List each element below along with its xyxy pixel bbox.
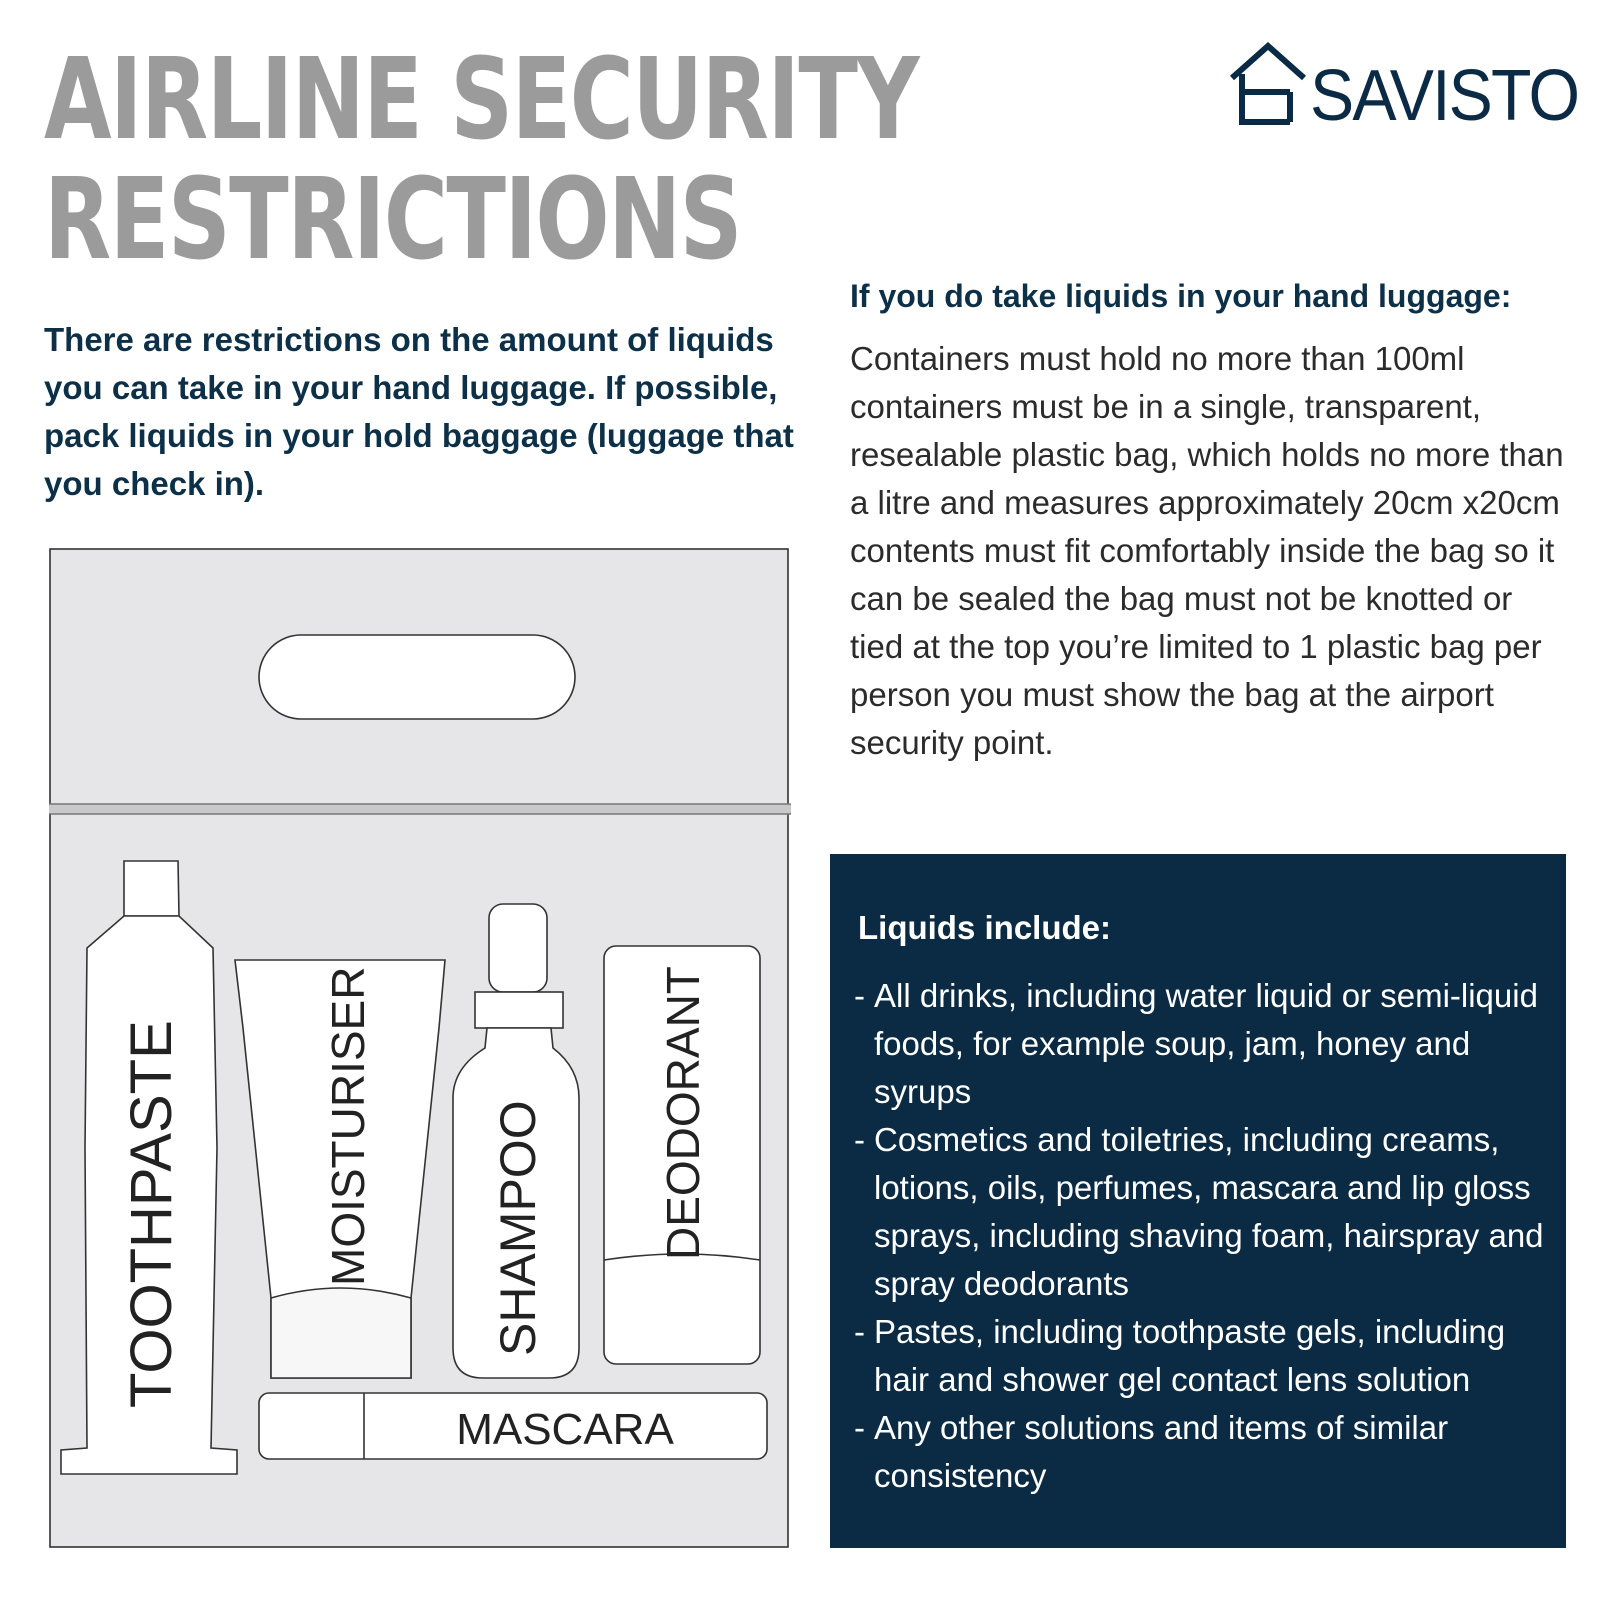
brand-name: SAVISTO [1310,56,1579,136]
list-item: - Pastes, including toothpaste gels, including hair and shower gel contact lens solution [854,1313,1506,1398]
liquids-include-box [830,854,1566,1548]
bag-handle [259,635,575,719]
title-line-2: RESTRICTIONS [44,155,742,285]
toothpaste-tube [61,861,237,1474]
page-title [44,35,919,285]
bag-seal [49,804,791,814]
title-line-1: AIRLINE SECURITY [44,35,919,165]
shampoo-label: SHAMPOO [490,1100,546,1356]
list-item: - Any other solutions and items of similar consistency [854,1409,1449,1494]
hand-luggage-heading: If you do take liquids in your hand luggage: [850,278,1512,314]
list-item: - All drinks, including water liquid or semi-liquid foods, for example soup, jam, honey and syrups [854,977,1538,1110]
list-item: - Cosmetics and toiletries, including creams, lotions, oils, perfumes, mascara and lip gloss sprays, including shaving foam, hairspray and spray deodorants [854,1121,1544,1302]
liquids-list [854,972,1554,1500]
deodorant-stick [604,946,760,1364]
brand-logo [1228,40,1579,140]
deodorant-label: DEODORANT [657,966,709,1260]
house-icon [1228,40,1308,130]
mascara-tube [259,1393,767,1459]
intro-text: There are restrictions on the amount of liquids you can take in your hand luggage. If possible, pack liquids in your hold baggage (luggage that you check in). [44,321,794,502]
moisturiser-label: MOISTURISER [322,966,374,1286]
liquids-include-heading: Liquids include: [858,909,1111,946]
hand-luggage-text: Containers must hold no more than 100ml containers must be in a single, transparent, resealable plastic bag, which holds no more than a litre and measures approximately 20cm x20cm contents must fit comfortably inside the bag so it can be sealed the bag must not be knotted or tied at the top you’re limited to 1 plastic bag per person you must show the bag at the airport security point. [850,340,1564,761]
liquids-bag-illustration [49,548,791,1550]
toothpaste-label: TOOTHPASTE [119,1020,184,1408]
mascara-label: MASCARA [456,1405,674,1454]
